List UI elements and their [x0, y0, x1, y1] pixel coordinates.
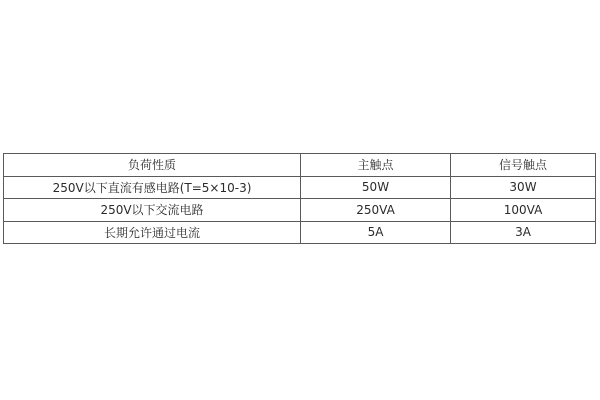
- table-cell-load-type: 长期允许通过电流: [4, 221, 301, 244]
- table-row-ac-circuit: [4, 199, 596, 222]
- table-cell-load-type: 250V以下直流有感电路(T=5×10-3): [4, 176, 301, 199]
- table-cell-signal-contact-value: 3A: [451, 221, 596, 244]
- header-cell-main-contact: 主触点: [301, 154, 451, 177]
- header-cell-signal-contact: 信号触点: [451, 154, 596, 177]
- table-row-dc-inductive: [4, 176, 596, 199]
- contact-load-spec-table: [3, 153, 596, 244]
- spec-table-container: [3, 153, 595, 244]
- table-cell-signal-contact-value: 30W: [451, 176, 596, 199]
- table-row-continuous-current: [4, 221, 596, 244]
- header-cell-load-type: 负荷性质: [4, 154, 301, 177]
- table-cell-main-contact-value: 5A: [301, 221, 451, 244]
- header-row: [4, 154, 596, 177]
- table-cell-main-contact-value: 50W: [301, 176, 451, 199]
- table-cell-signal-contact-value: 100VA: [451, 199, 596, 222]
- table-cell-load-type: 250V以下交流电路: [4, 199, 301, 222]
- table-cell-main-contact-value: 250VA: [301, 199, 451, 222]
